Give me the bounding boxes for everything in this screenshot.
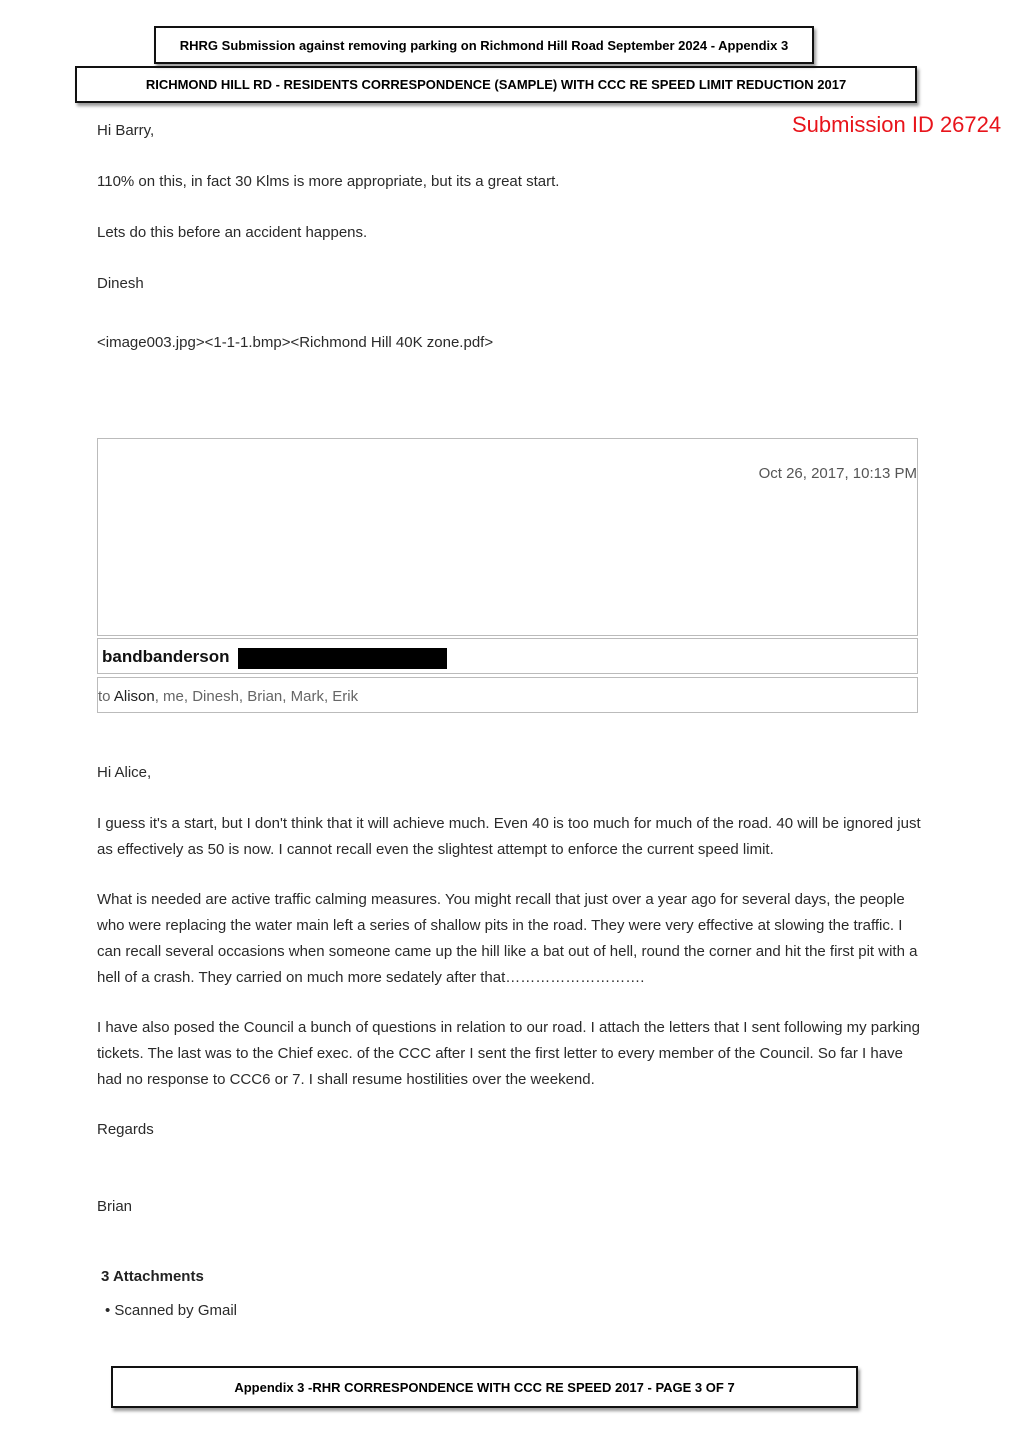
attachment-list[interactable]: <image003.jpg><1-1-1.bmp><Richmond Hill 40K zone.pdf> [97, 334, 494, 351]
recipients-rest: , me, Dinesh, Brian, Mark, Erik [154, 688, 359, 705]
signoff: Brian [97, 1198, 133, 1215]
paragraph: What is needed are active traffic calming measures. You might recall that just over a year ago for several days, the people who were replacing the water main left a series of shallow pits in the road. They were very effective at slowing the traffic. I can recall several occasions when someone came up the hill like a bat out of hell, round the corner and hit the first pit with a hell of a crash. They carried on much more sedately after that………………………. [97, 891, 918, 986]
greeting: Hi Barry, [97, 122, 155, 139]
attachment-item [105, 1298, 237, 1324]
email-line: 110% on this, in fact 30 Klms is more appropriate, but its a great start. [97, 173, 560, 190]
footer: Appendix 3 -RHR CORRESPONDENCE WITH CCC RE SPEED 2017 - PAGE 3 OF 7 [111, 1366, 858, 1408]
recipient-first[interactable]: Alison [113, 688, 155, 705]
attachments-title: 3 Attachments [101, 1268, 204, 1285]
to-label: to [98, 688, 114, 705]
email-header-box [97, 438, 918, 636]
recipients-box [97, 677, 918, 713]
sender-box [97, 638, 918, 674]
bullet-icon: • [105, 1302, 115, 1319]
signoff: Dinesh [97, 275, 144, 292]
paragraph: I guess it's a start, but I don't think that it will achieve much. Even 40 is too much for much of the road. 40 will be ignored just as effectively as 50 is now. I cannot recall even the slightest attempt to enforce the current speed limit. [97, 815, 921, 858]
header-subtitle: RICHMOND HILL RD - RESIDENTS CORRESPONDENCE (SAMPLE) WITH CCC RE SPEED LIMIT REDUCTION 2017 [75, 66, 917, 103]
sender-name: bandbanderson [102, 647, 230, 666]
greeting: Hi Alice, [97, 764, 152, 781]
attachment-label: Scanned by Gmail [114, 1302, 237, 1319]
paragraph: I have also posed the Council a bunch of questions in relation to our road. I attach the letters that I sent following my parking tickets. The last was to the Chief exec. of the CCC after I sent the first letter to every member of the Council. So far I have had no response to CCC6 or 7. I shall resume hostilities over the weekend. [97, 1019, 920, 1088]
redaction-bar [238, 648, 447, 669]
submission-id: Submission ID 26724 [792, 112, 1002, 137]
email-date: Oct 26, 2017, 10:13 PM [758, 465, 917, 482]
email-line: Lets do this before an accident happens. [97, 224, 368, 241]
header-title: RHRG Submission against removing parking on Richmond Hill Road September 2024 - Appendix 3 [154, 26, 814, 64]
regards: Regards [97, 1121, 154, 1138]
